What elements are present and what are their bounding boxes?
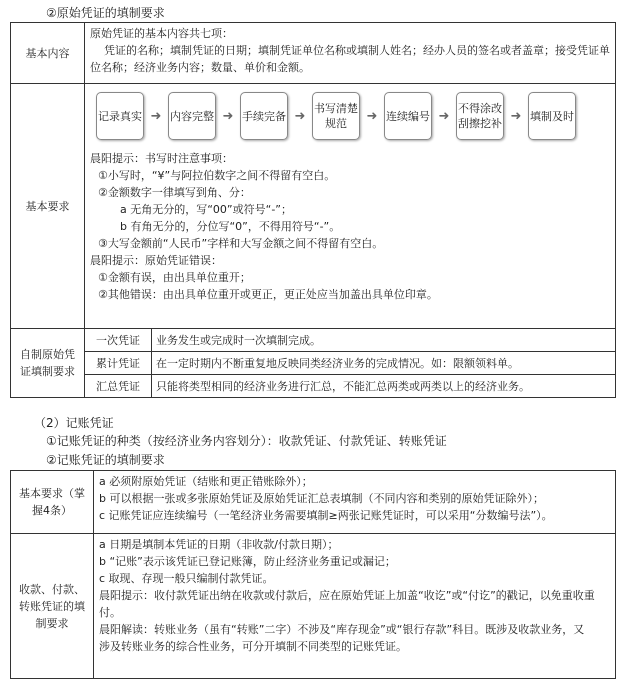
voucher-types: ①记账凭证的种类（按经济业务内容划分）：收款凭证、付款凭证、转账凭证: [46, 434, 447, 448]
tip-writing: 晨阳提示：书写时注意事项：: [90, 152, 233, 165]
tip-item-1: ①小写时，“¥”与阿拉伯数字之间不得留有空白。: [98, 169, 336, 182]
basic-line-2: 凭证的名称；填制凭证的日期；填制凭证单位名称或填制人姓名；经办人员的签名或者盖章；接受凭证单: [104, 44, 610, 57]
req-box-5: 连续编号: [384, 92, 432, 140]
table-row: [85, 352, 615, 375]
rec-item-b: b “记账”表示该凭证已登记账簿，防止经济业务重记或漏记；: [99, 555, 396, 568]
rec-tip-1: 晨阳提示：收付款凭证出纳在收款或付款后，应在原始凭证上加盖“收讫”或“付讫”的戳记，以免重收重: [99, 589, 595, 602]
basic-item-a: a 必须附原始凭证（结账和更正错账除外）；: [99, 475, 313, 488]
basic-content-cell: [85, 23, 616, 84]
rec-tip-2: 晨阳解读：转账业务（虽有“转账”二字）不涉及“库存现金”或“银行存款”科目。既涉及收款业务，又: [99, 623, 585, 636]
section-heading-original: ②原始凭证的填制要求: [46, 6, 165, 20]
accounting-voucher-table: [10, 470, 616, 679]
req-box-3: 手续完备: [240, 92, 288, 140]
basic-req-cell-2: [94, 471, 616, 534]
tip-item-2: ②金额数字一律填写到角、分：: [98, 186, 251, 199]
section-heading-accounting: （2）记账凭证: [34, 416, 114, 430]
arrow-icon: ➜: [150, 108, 162, 124]
req-box-2: 内容完整: [168, 92, 216, 140]
basic-content-label: 基本内容: [11, 23, 85, 84]
row-key: 累计凭证: [85, 352, 152, 375]
tip-item-5: ③大写金额前“人民币”字样和大写金额之间不得留有空白。: [98, 237, 384, 250]
receipt-req-cell: [94, 534, 616, 679]
rec-item-a: a 日期是填制本凭证的日期（非收款/付款日期）；: [99, 538, 339, 551]
rec-tip-1-cont: 付。: [99, 606, 121, 619]
error-item-2: ②其他错误：由出具单位重开或更正，更正处应当加盖出具单位印章。: [98, 288, 438, 301]
basic-line-3: 位名称；经济业务内容；数量、单价和金额。: [90, 61, 310, 74]
row-value: 业务发生或完成时一次填制完成。: [152, 329, 616, 352]
original-voucher-table: [10, 22, 616, 398]
arrow-icon: ➜: [294, 108, 306, 124]
basic-req-label-2: 基本要求（掌握4条）: [11, 471, 94, 534]
tip-item-3: a 无角无分的，写“00”或符号“-”；: [120, 203, 292, 216]
basic-req-cell: [85, 84, 616, 329]
rec-item-c: c 取现、存现一般只编制付款凭证。: [99, 572, 274, 585]
arrow-icon: ➜: [366, 108, 378, 124]
req-box-4: 书写清楚规范: [312, 92, 360, 140]
basic-item-c: c 记账凭证应连续编号（一笔经济业务需要填制≥两张记账凭证时，可以采用“分数编号法”）。: [99, 509, 553, 522]
rec-tip-2-cont: 涉及转账业务的综合性业务，可分开填制不同类型的记账凭证。: [99, 640, 407, 653]
self-made-subtable: [85, 329, 615, 397]
error-item-1: ①金额有误，由出具单位重开；: [98, 271, 251, 284]
row-value: 在一定时期内不断重复地反映同类经济业务的完成情况。如：限额领料单。: [152, 352, 616, 375]
tip-item-4: b 有角无分的，分位写“0”，不得用符号“-”。: [120, 220, 341, 233]
req-box-1: 记录真实: [96, 92, 144, 140]
table-row: [85, 375, 615, 398]
req-box-7: 填制及时: [528, 92, 576, 140]
tip-error: 晨阳提示：原始凭证错误：: [90, 254, 222, 267]
basic-item-b: b 可以根据一张或多张原始凭证及原始凭证汇总表填制（不同内容和类别的原始凭证除外）；: [99, 492, 544, 505]
self-made-label: 自制原始凭证填制要求: [11, 329, 85, 398]
table-row: [85, 329, 615, 352]
arrow-icon: ➜: [222, 108, 234, 124]
row-key: 汇总凭证: [85, 375, 152, 398]
row-value: 只能将类型相同的经济业务进行汇总，不能汇总两类或两类以上的经济业务。: [156, 380, 530, 393]
basic-req-label: 基本要求: [11, 84, 85, 329]
self-made-cell: [85, 329, 616, 398]
receipt-req-label: 收款、付款、转账凭证的填制要求: [11, 534, 94, 679]
section-heading-fill: ②记账凭证的填制要求: [46, 453, 165, 467]
row-key: 一次凭证: [85, 329, 152, 352]
basic-line-1: 原始凭证的基本内容共七项：: [90, 27, 233, 40]
requirement-flow: [96, 92, 610, 140]
arrow-icon: ➜: [510, 108, 522, 124]
arrow-icon: ➜: [438, 108, 450, 124]
req-box-6: 不得涂改刮擦挖补: [456, 92, 504, 140]
